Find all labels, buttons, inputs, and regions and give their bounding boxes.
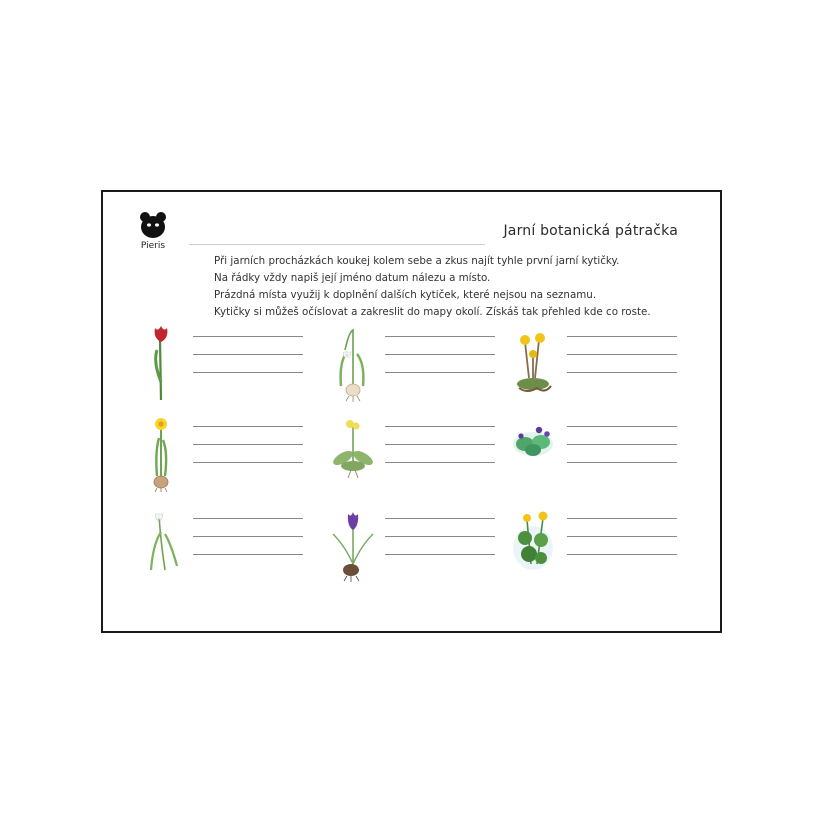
snowdrop-bulb-icon <box>323 322 383 402</box>
tulip-icon <box>131 322 191 402</box>
answer-line[interactable] <box>567 536 677 537</box>
answer-line[interactable] <box>193 536 303 537</box>
answer-lines[interactable] <box>193 426 303 480</box>
flower-entry-primrose <box>323 412 503 492</box>
brand-logo <box>131 210 175 258</box>
answer-line[interactable] <box>385 426 495 427</box>
flower-entry-snowdrop-bulb <box>323 322 503 402</box>
answer-lines[interactable] <box>193 518 303 572</box>
answer-line[interactable] <box>385 372 495 373</box>
answer-line[interactable] <box>385 554 495 555</box>
answer-lines[interactable] <box>385 518 495 572</box>
flower-entry-daffodil <box>131 412 311 492</box>
daffodil-icon <box>131 412 191 492</box>
instruction-line: Kytičky si můžeš očíslovat a zakreslit do mapy okolí. Získáš tak přehled kde co roste. <box>214 306 651 318</box>
answer-lines[interactable] <box>567 518 677 572</box>
marsh-marigold-icon <box>505 504 565 584</box>
primrose-icon <box>323 412 383 492</box>
answer-line[interactable] <box>567 554 677 555</box>
flower-entry-crocus <box>323 504 503 584</box>
flower-entry-violet <box>505 412 685 492</box>
page-title: Jarní botanická pátračka <box>503 223 678 239</box>
answer-line[interactable] <box>567 462 677 463</box>
answer-line[interactable] <box>385 354 495 355</box>
answer-line[interactable] <box>385 518 495 519</box>
answer-line[interactable] <box>193 336 303 337</box>
flower-entry-coltsfoot <box>505 322 685 402</box>
logo-text: Pieris <box>140 241 166 251</box>
coltsfoot-icon <box>505 322 565 402</box>
answer-line[interactable] <box>193 372 303 373</box>
answer-line[interactable] <box>193 444 303 445</box>
flower-entry-tulip <box>131 322 311 402</box>
answer-lines[interactable] <box>193 336 303 390</box>
answer-lines[interactable] <box>567 336 677 390</box>
answer-line[interactable] <box>385 536 495 537</box>
flower-entry-marsh-marigold <box>505 504 685 584</box>
violet-icon <box>505 412 565 492</box>
instruction-line: Na řádky vždy napiš její jméno datum nálezu a místo. <box>214 272 491 284</box>
answer-line[interactable] <box>193 554 303 555</box>
answer-line[interactable] <box>567 426 677 427</box>
answer-line[interactable] <box>193 462 303 463</box>
bear-head-icon <box>138 210 168 240</box>
answer-line[interactable] <box>385 336 495 337</box>
answer-line[interactable] <box>567 518 677 519</box>
answer-line[interactable] <box>193 354 303 355</box>
answer-line[interactable] <box>567 354 677 355</box>
worksheet <box>101 190 722 633</box>
answer-line[interactable] <box>193 426 303 427</box>
answer-lines[interactable] <box>385 336 495 390</box>
instruction-line: Prázdná místa využij k doplnění dalších kytiček, které nejsou na seznamu. <box>214 289 597 301</box>
answer-line[interactable] <box>567 444 677 445</box>
answer-line[interactable] <box>567 336 677 337</box>
answer-lines[interactable] <box>385 426 495 480</box>
answer-line[interactable] <box>567 372 677 373</box>
title-divider <box>189 244 485 245</box>
instruction-line: Při jarních procházkách koukej kolem sebe a zkus najít tyhle první jarní kytičky. <box>214 255 620 267</box>
answer-lines[interactable] <box>567 426 677 480</box>
flower-entry-snowdrop <box>131 504 311 584</box>
snowdrop-icon <box>131 504 191 584</box>
answer-line[interactable] <box>385 444 495 445</box>
answer-line[interactable] <box>385 462 495 463</box>
answer-line[interactable] <box>193 518 303 519</box>
instructions <box>214 253 694 321</box>
crocus-icon <box>323 504 383 584</box>
